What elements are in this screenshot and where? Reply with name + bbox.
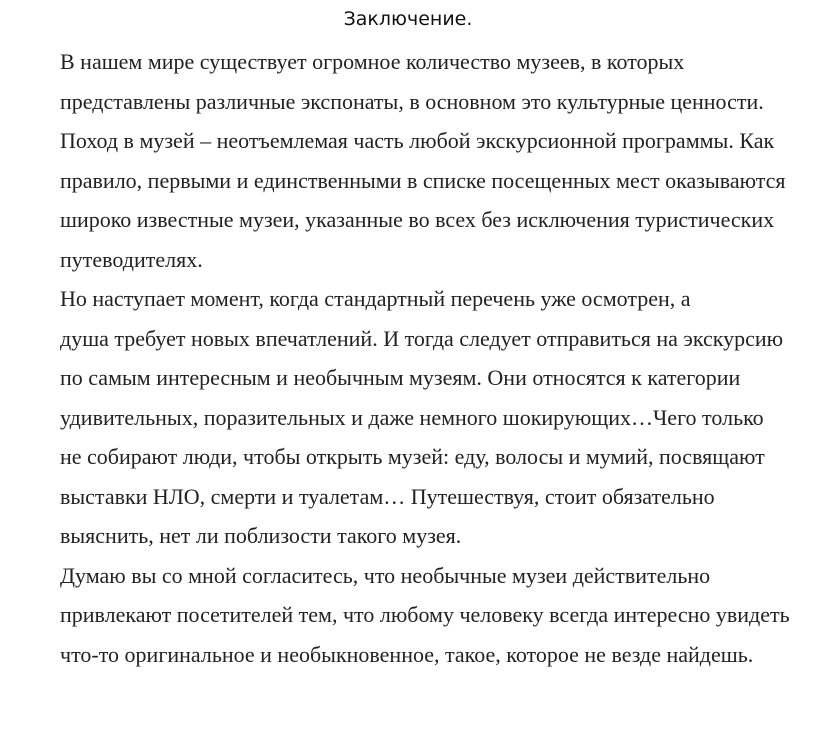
text-line: представлены различные экспонаты, в основном это культурные ценности.: [60, 88, 764, 114]
paragraph-1: [4, 42, 808, 279]
text-line: широко известные музеи, указанные во всех без исключения туристических: [60, 207, 775, 232]
paragraph-2: [4, 279, 808, 556]
text-line: Но наступает момент, когда стандартный перечень уже осмотрен, а: [60, 286, 691, 311]
text-line: правило, первыми и единственными в списке посещенных мест оказываются: [60, 167, 786, 193]
text-line: удивительных, поразительных и даже немного шокирующих…Чего только: [60, 404, 764, 430]
text-line: выставки НЛО, смерти и туалетам… Путешествуя, стоит обязательно: [60, 483, 715, 509]
text-line: путеводителях.: [60, 246, 203, 272]
text-line: В нашем мире существует огромное количество музеев, в которых: [60, 49, 685, 74]
text-line: выяснить, нет ли поблизости такого музея.: [60, 523, 462, 548]
text-line: что-то оригинальное и необыкновенное, такое, которое не везде найдешь.: [60, 641, 754, 667]
text-line: не собирают люди, чтобы открыть музей: еду, волосы и мумий, посвящают: [60, 444, 765, 469]
text-line: привлекают посетителей тем, что любому человеку всегда интересно увидеть: [60, 602, 790, 627]
document-title: Заключение.: [343, 8, 473, 30]
document-body: [4, 42, 808, 674]
text-line: Думаю вы со мной согласитесь, что необычные музеи действительно: [60, 562, 711, 588]
paragraph-3: [4, 556, 808, 675]
text-line: Поход в музей – неотъемлемая часть любой экскурсионной программы. Как: [60, 128, 775, 153]
text-line: по самым интересным и необычным музеям. Они относятся к категории: [60, 365, 741, 390]
text-line: душа требует новых впечатлений. И тогда следует отправиться на экскурсию: [60, 325, 784, 351]
